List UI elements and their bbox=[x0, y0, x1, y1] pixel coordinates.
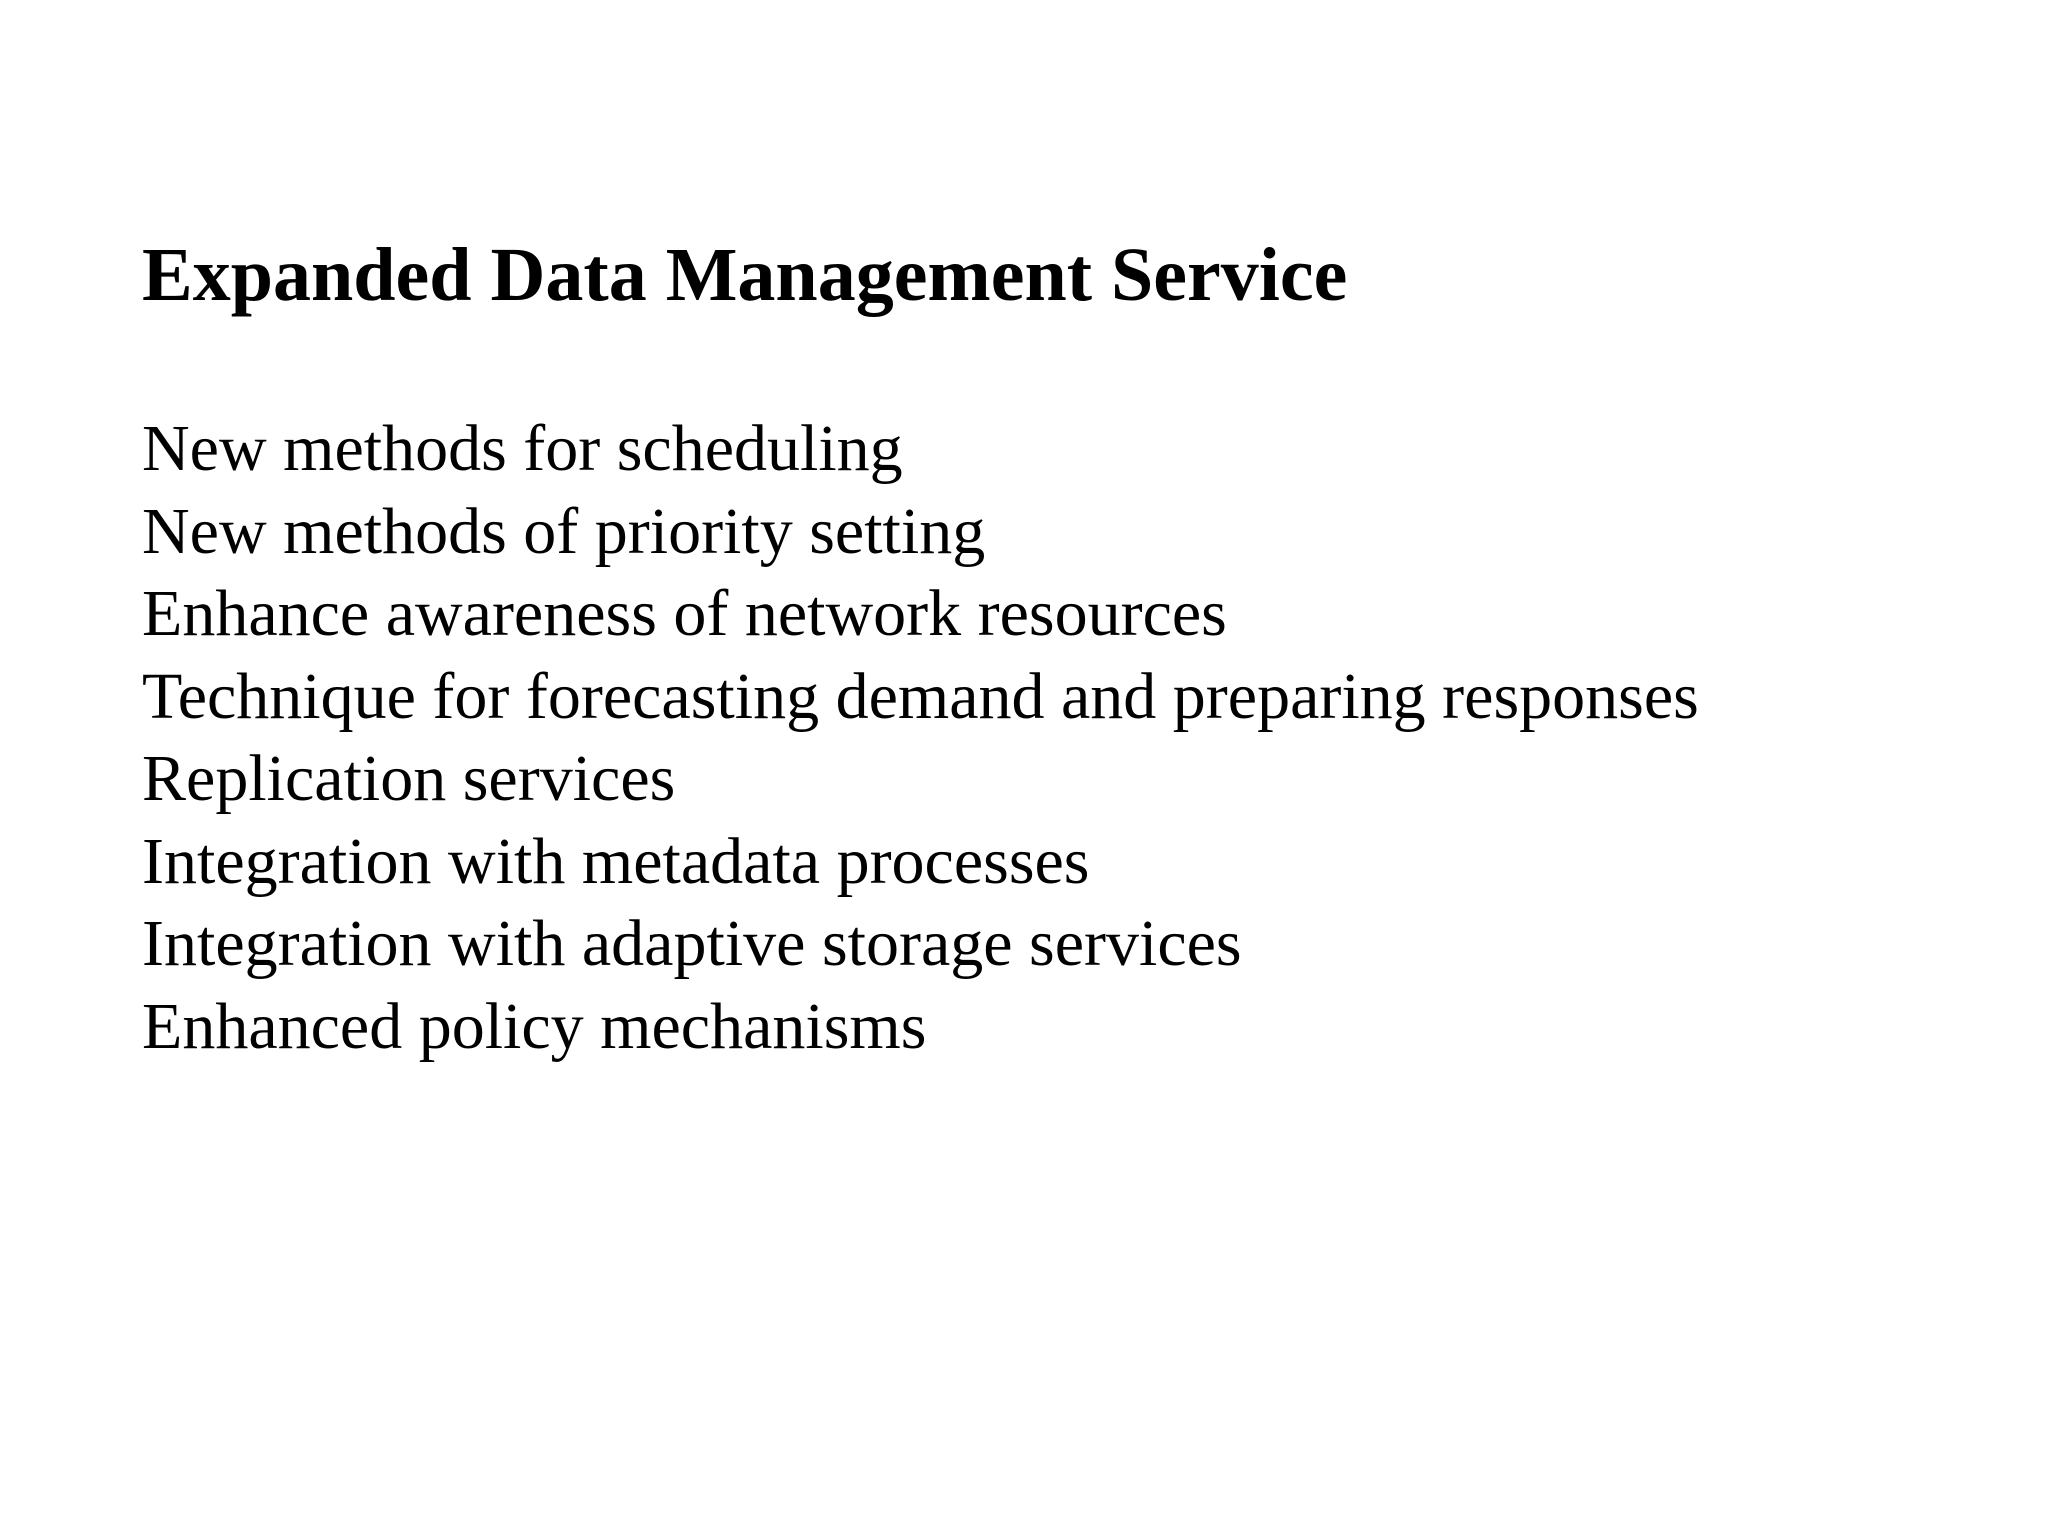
list-item: New methods for scheduling bbox=[142, 412, 903, 485]
list-item: Technique for forecasting demand and preparing responses bbox=[142, 659, 1699, 733]
list-item: Replication services bbox=[142, 742, 676, 815]
list-item: Enhance awareness of network resources bbox=[142, 577, 1227, 650]
slide-title: Expanded Data Management Service bbox=[142, 233, 1348, 317]
list-item: Enhanced policy mechanisms bbox=[142, 989, 927, 1063]
bullet-list bbox=[142, 408, 1699, 1068]
list-item: New methods of priority setting bbox=[142, 494, 986, 568]
list-item: Integration with adaptive storage services bbox=[142, 907, 1242, 980]
list-item: Integration with metadata processes bbox=[142, 824, 1090, 898]
